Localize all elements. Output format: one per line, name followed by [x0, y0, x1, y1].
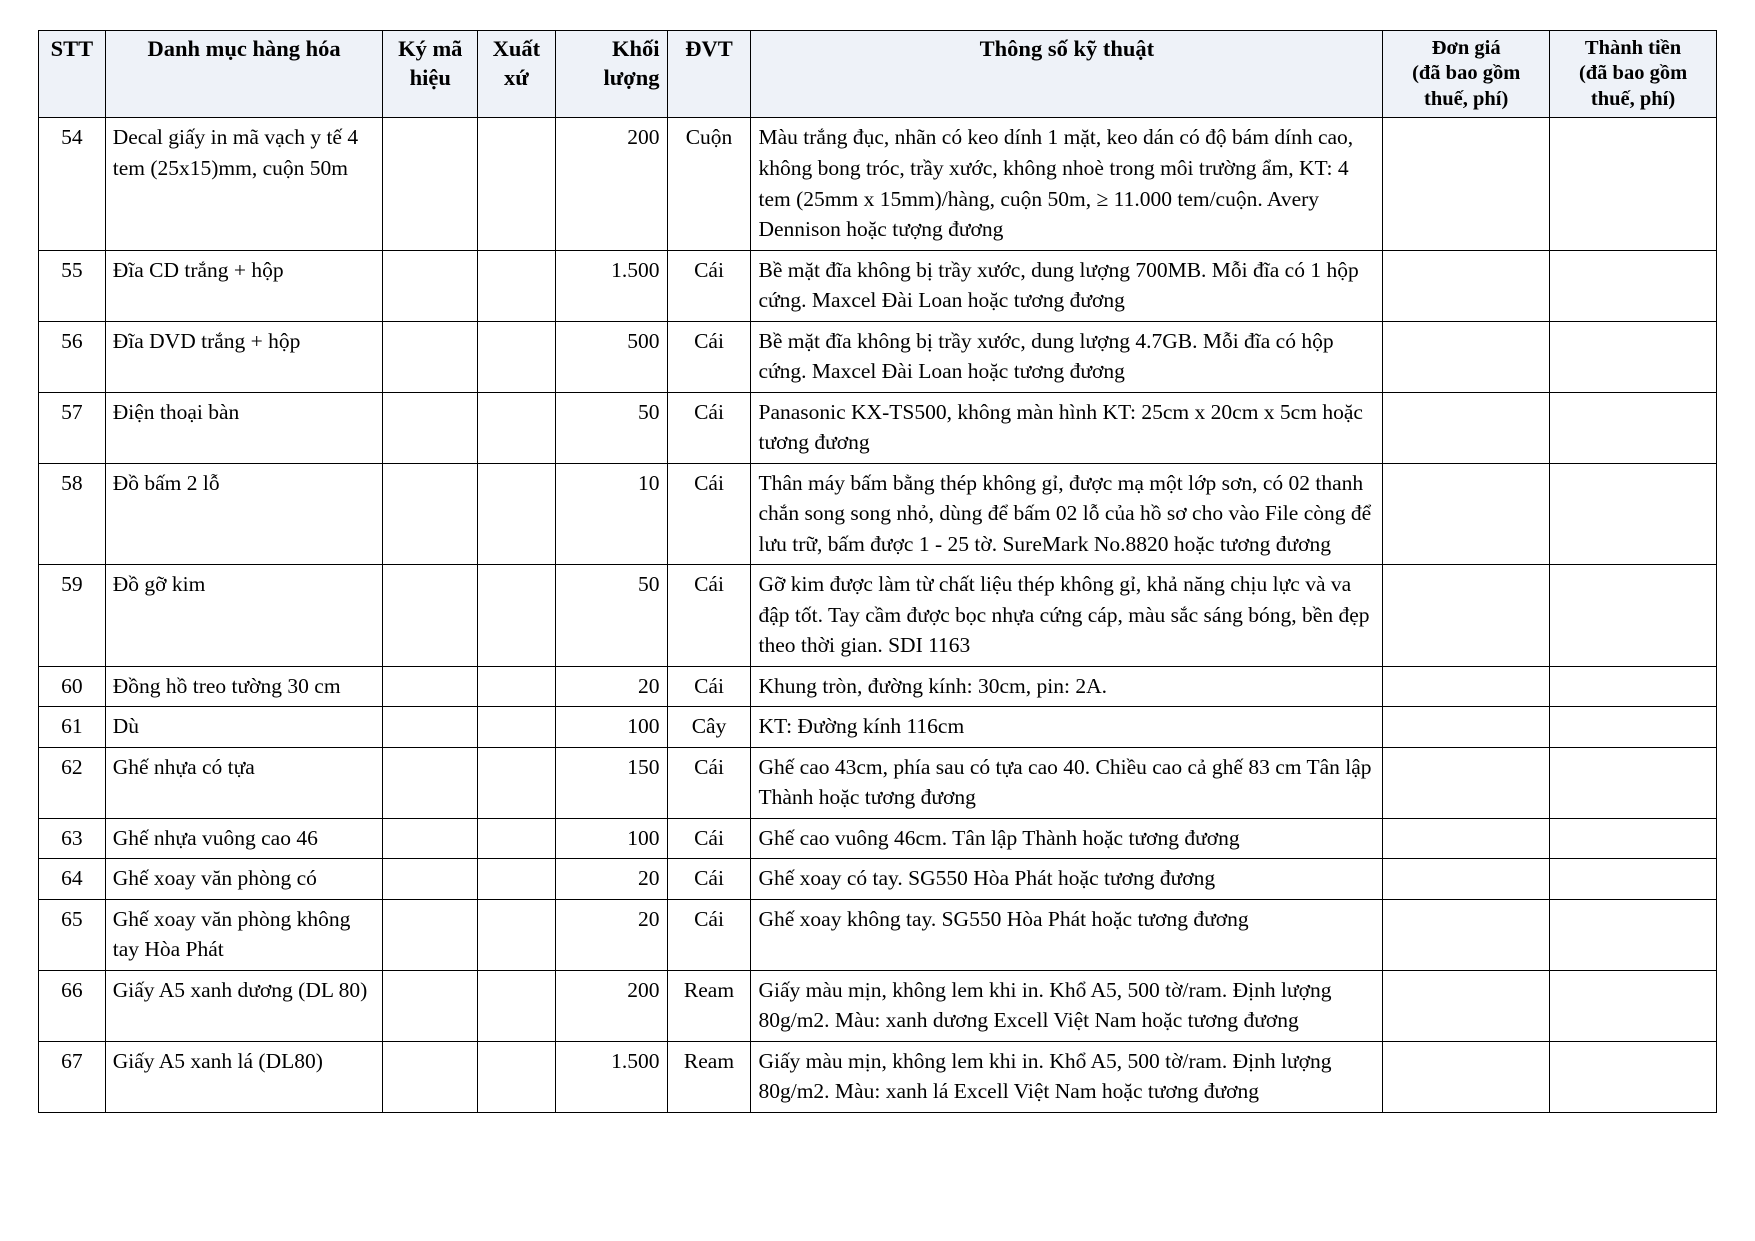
- cell-origin: [478, 818, 555, 859]
- table-body: [39, 118, 1717, 1112]
- cell-stt: 60: [39, 666, 106, 707]
- cell-quantity: 150: [555, 747, 667, 818]
- table-row: [39, 899, 1717, 970]
- cell-quantity: 1.500: [555, 1041, 667, 1112]
- cell-code: [383, 707, 478, 748]
- cell-total: [1550, 321, 1717, 392]
- table-row: [39, 565, 1717, 667]
- cell-unit: Ream: [667, 1041, 751, 1112]
- cell-total: [1550, 970, 1717, 1041]
- cell-stt: 56: [39, 321, 106, 392]
- table-row: [39, 859, 1717, 900]
- cell-stt: 62: [39, 747, 106, 818]
- header-origin-line1: Xuất: [492, 36, 541, 61]
- table-row: [39, 118, 1717, 250]
- cell-name: Đĩa CD trắng + hộp: [105, 250, 383, 321]
- cell-unit: Cái: [667, 321, 751, 392]
- cell-unit-price: [1383, 666, 1550, 707]
- cell-spec: Ghế xoay không tay. SG550 Hòa Phát hoặc tương đương: [751, 899, 1383, 970]
- cell-name: Đồ bấm 2 lỗ: [105, 463, 383, 565]
- header-code: [383, 31, 478, 118]
- cell-spec: Giấy màu mịn, không lem khi in. Khổ A5, 500 tờ/ram. Định lượng 80g/m2. Màu: xanh lá Excell Việt Nam hoặc tương đương: [751, 1041, 1383, 1112]
- cell-code: [383, 321, 478, 392]
- table-row: [39, 970, 1717, 1041]
- cell-name: Đĩa DVD trắng + hộp: [105, 321, 383, 392]
- cell-name: Giấy A5 xanh dương (DL 80): [105, 970, 383, 1041]
- cell-code: [383, 250, 478, 321]
- cell-origin: [478, 1041, 555, 1112]
- cell-name: Ghế nhựa vuông cao 46: [105, 818, 383, 859]
- cell-name: Điện thoại bàn: [105, 392, 383, 463]
- cell-origin: [478, 970, 555, 1041]
- cell-spec: Ghế xoay có tay. SG550 Hòa Phát hoặc tương đương: [751, 859, 1383, 900]
- cell-origin: [478, 250, 555, 321]
- cell-unit-price: [1383, 118, 1550, 250]
- cell-code: [383, 463, 478, 565]
- cell-name: Ghế nhựa có tựa: [105, 747, 383, 818]
- cell-quantity: 1.500: [555, 250, 667, 321]
- cell-code: [383, 899, 478, 970]
- cell-unit-price: [1383, 707, 1550, 748]
- cell-spec: Panasonic KX-TS500, không màn hình KT: 25cm x 20cm x 5cm hoặc tương đương: [751, 392, 1383, 463]
- header-row: [39, 31, 1717, 118]
- cell-origin: [478, 565, 555, 667]
- cell-name: Đồ gỡ kim: [105, 565, 383, 667]
- table-row: [39, 707, 1717, 748]
- cell-stt: 58: [39, 463, 106, 565]
- cell-unit-price: [1383, 250, 1550, 321]
- table-row: [39, 747, 1717, 818]
- cell-code: [383, 666, 478, 707]
- cell-total: [1550, 666, 1717, 707]
- cell-stt: 63: [39, 818, 106, 859]
- cell-origin: [478, 707, 555, 748]
- cell-unit-price: [1383, 970, 1550, 1041]
- cell-unit-price: [1383, 321, 1550, 392]
- header-total-line1: Thành tiền: [1584, 37, 1682, 59]
- cell-total: [1550, 747, 1717, 818]
- cell-code: [383, 970, 478, 1041]
- cell-spec: Giấy màu mịn, không lem khi in. Khổ A5, 500 tờ/ram. Định lượng 80g/m2. Màu: xanh dương Excell Việt Nam hoặc tương đương: [751, 970, 1383, 1041]
- table-row: [39, 392, 1717, 463]
- cell-unit-price: [1383, 565, 1550, 667]
- cell-unit-price: [1383, 818, 1550, 859]
- cell-code: [383, 565, 478, 667]
- cell-name: Giấy A5 xanh lá (DL80): [105, 1041, 383, 1112]
- table-row: [39, 321, 1717, 392]
- table-header: [39, 31, 1717, 118]
- cell-unit-price: [1383, 899, 1550, 970]
- cell-unit: Cái: [667, 392, 751, 463]
- cell-quantity: 100: [555, 707, 667, 748]
- header-origin-line2: xứ: [503, 64, 529, 90]
- cell-code: [383, 747, 478, 818]
- cell-quantity: 20: [555, 666, 667, 707]
- table-row: [39, 666, 1717, 707]
- cell-total: [1550, 392, 1717, 463]
- cell-stt: 64: [39, 859, 106, 900]
- cell-unit-price: [1383, 859, 1550, 900]
- cell-quantity: 500: [555, 321, 667, 392]
- cell-unit: Cái: [667, 818, 751, 859]
- cell-unit-price: [1383, 1041, 1550, 1112]
- cell-code: [383, 392, 478, 463]
- cell-stt: 54: [39, 118, 106, 250]
- cell-unit: Cái: [667, 463, 751, 565]
- cell-total: [1550, 818, 1717, 859]
- cell-stt: 66: [39, 970, 106, 1041]
- header-total-line2: (đã bao gồm: [1578, 62, 1688, 85]
- table-row: [39, 1041, 1717, 1112]
- cell-quantity: 200: [555, 118, 667, 250]
- cell-spec: KT: Đường kính 116cm: [751, 707, 1383, 748]
- cell-origin: [478, 666, 555, 707]
- header-code-line1: Ký mã: [398, 36, 463, 61]
- cell-origin: [478, 392, 555, 463]
- cell-name: Đồng hồ treo tường 30 cm: [105, 666, 383, 707]
- header-unit: ĐVT: [667, 31, 751, 118]
- cell-unit: Ream: [667, 970, 751, 1041]
- header-code-line2: hiệu: [409, 64, 451, 90]
- cell-unit: Cái: [667, 565, 751, 667]
- cell-origin: [478, 463, 555, 565]
- cell-spec: Bề mặt đĩa không bị trầy xước, dung lượng 4.7GB. Mỗi đĩa có hộp cứng. Maxcel Đài Loan hoặc tương đương: [751, 321, 1383, 392]
- cell-spec: Khung tròn, đường kính: 30cm, pin: 2A.: [751, 666, 1383, 707]
- header-total: [1550, 31, 1717, 118]
- header-name: Danh mục hàng hóa: [105, 31, 383, 118]
- cell-unit: Cái: [667, 859, 751, 900]
- cell-code: [383, 818, 478, 859]
- goods-table: [38, 30, 1717, 1113]
- cell-unit: Cái: [667, 666, 751, 707]
- cell-unit-price: [1383, 747, 1550, 818]
- cell-unit-price: [1383, 463, 1550, 565]
- cell-origin: [478, 321, 555, 392]
- cell-origin: [478, 747, 555, 818]
- cell-total: [1550, 1041, 1717, 1112]
- header-quantity-line1: Khối: [612, 36, 660, 61]
- header-origin: [478, 31, 555, 118]
- cell-spec: Bề mặt đĩa không bị trầy xước, dung lượng 700MB. Mỗi đĩa có 1 hộp cứng. Maxcel Đài Loan hoặc tương đương: [751, 250, 1383, 321]
- cell-spec: Màu trắng đục, nhãn có keo dính 1 mặt, keo dán có độ bám dính cao, không bong tróc, trầy xước, không nhoè trong môi trường ẩm, KT: 4 tem (25mm x 15mm)/hàng, cuộn 50m, ≥ 11.000 tem/cuộn. Avery Dennison hoặc tượng đương: [751, 118, 1383, 250]
- header-unit-price-line3: thuế, phí): [1424, 87, 1509, 110]
- table-row: [39, 463, 1717, 565]
- header-stt: STT: [39, 31, 106, 118]
- header-total-line3: thuế, phí): [1590, 87, 1676, 110]
- cell-quantity: 20: [555, 899, 667, 970]
- cell-code: [383, 859, 478, 900]
- cell-stt: 55: [39, 250, 106, 321]
- cell-unit: Cuộn: [667, 118, 751, 250]
- cell-spec: Thân máy bấm bằng thép không gỉ, được mạ một lớp sơn, có 02 thanh chắn song song nhỏ, dùng để bấm 02 lỗ của hồ sơ cho vào File còng để lưu trữ, bấm được 1 - 25 tờ. SureMark No.8820 hoặc tương đương: [751, 463, 1383, 565]
- cell-spec: Gỡ kim được làm từ chất liệu thép không gỉ, khả năng chịu lực và va đập tốt. Tay cầm được bọc nhựa cứng cáp, màu sắc sáng bóng, bền đẹp theo thời gian. SDI 1163: [751, 565, 1383, 667]
- cell-unit: Cái: [667, 899, 751, 970]
- cell-total: [1550, 118, 1717, 250]
- cell-origin: [478, 859, 555, 900]
- header-unit-price-line2: (đã bao gồm: [1412, 62, 1521, 85]
- cell-name: Ghế xoay văn phòng không tay Hòa Phát: [105, 899, 383, 970]
- cell-quantity: 50: [555, 565, 667, 667]
- cell-total: [1550, 899, 1717, 970]
- table-row: [39, 818, 1717, 859]
- cell-origin: [478, 899, 555, 970]
- cell-name: Decal giấy in mã vạch y tế 4 tem (25x15)mm, cuộn 50m: [105, 118, 383, 250]
- header-quantity: [555, 31, 667, 118]
- cell-total: [1550, 250, 1717, 321]
- cell-stt: 59: [39, 565, 106, 667]
- cell-stt: 67: [39, 1041, 106, 1112]
- cell-unit: Cái: [667, 250, 751, 321]
- cell-unit-price: [1383, 392, 1550, 463]
- cell-stt: 65: [39, 899, 106, 970]
- cell-origin: [478, 118, 555, 250]
- header-spec: Thông số kỹ thuật: [751, 31, 1383, 118]
- header-unit-price-line1: Đơn giá: [1431, 37, 1501, 59]
- cell-unit: Cái: [667, 747, 751, 818]
- cell-name: Ghế xoay văn phòng có: [105, 859, 383, 900]
- cell-total: [1550, 859, 1717, 900]
- cell-quantity: 10: [555, 463, 667, 565]
- cell-total: [1550, 565, 1717, 667]
- table-row: [39, 250, 1717, 321]
- cell-quantity: 100: [555, 818, 667, 859]
- cell-quantity: 20: [555, 859, 667, 900]
- cell-code: [383, 1041, 478, 1112]
- cell-quantity: 50: [555, 392, 667, 463]
- cell-total: [1550, 707, 1717, 748]
- cell-name: Dù: [105, 707, 383, 748]
- cell-unit: Cây: [667, 707, 751, 748]
- cell-spec: Ghế cao vuông 46cm. Tân lập Thành hoặc tương đương: [751, 818, 1383, 859]
- header-unit-price: [1383, 31, 1550, 118]
- cell-quantity: 200: [555, 970, 667, 1041]
- cell-stt: 57: [39, 392, 106, 463]
- cell-code: [383, 118, 478, 250]
- header-quantity-line2: lượng: [603, 64, 660, 90]
- cell-total: [1550, 463, 1717, 565]
- cell-stt: 61: [39, 707, 106, 748]
- cell-spec: Ghế cao 43cm, phía sau có tựa cao 40. Chiều cao cả ghế 83 cm Tân lập Thành hoặc tương đương: [751, 747, 1383, 818]
